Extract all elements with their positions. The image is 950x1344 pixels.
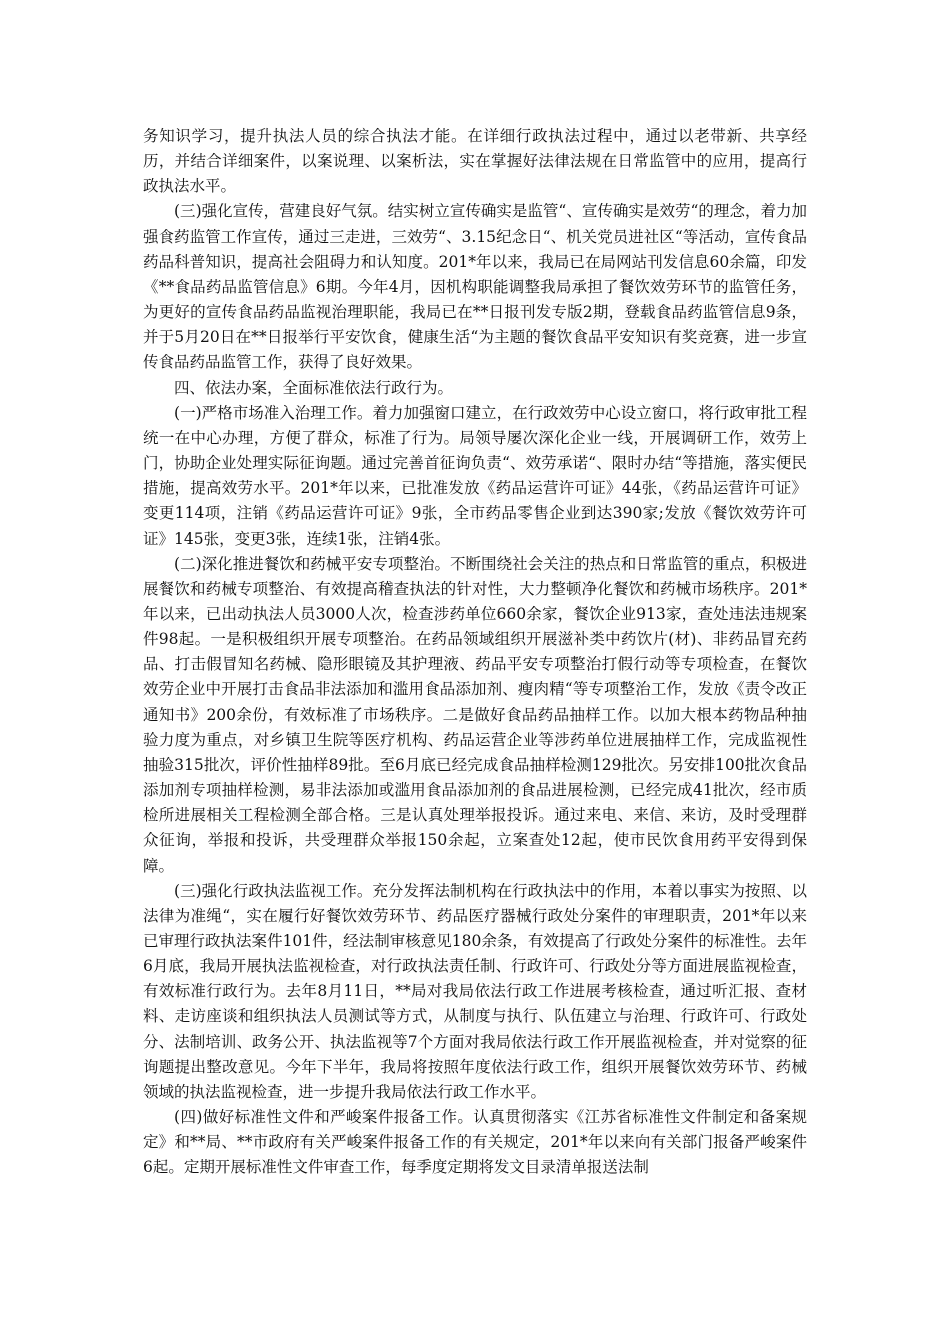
paragraph-publicity: (三)强化宣传，营建良好气氛。结实树立宣传确实是监管“、宣传确实是效劳“的理念，着力加强食药监管工作宣传，通过三走进，三效劳“、3.15纪念日“、机关党员进社区“等活动，宣传食品药品科普知识，提高社会阻碍力和认知度。201*年以来，我局已在局网站刊发信息60余篇，印发《**食品药品监管信息》6期。今年4月，因机构职能调整我局承担了餐饮效劳环节的监管任务，为更好的宣传食品药品监视治理职能，我局已在**日报刊发专版2期，登载食品药监管信息9条，并于5月20日在**日报举行平安饮食，健康生活“为主题的餐饮食品平安知识有奖竞赛，进一步宣传食品药品监管工作，获得了良好效果。 [143,202,807,372]
paragraph-document-filing: (四)做好标准性文件和严峻案件报备工作。认真贯彻落实《江苏省标准性文件制定和备案规定》和**局、**市政府有关严峻案件报备工作的有关规定，201*年以来向有关部门报备严峻案件6起。定期开展标准性文件审查工作，每季度定期将发文目录清单报送法制 [143,1108,807,1177]
section-heading-law-enforcement: 四、依法办案，全面标准依法行政行为。 [174,378,454,397]
paragraph-training-continued: 务知识学习，提升执法人员的综合执法才能。在详细行政执法过程中，通过以老带新、共享经历，并结合详细案件，以案说理、以案析法，实在掌握好法律法规在日常监管中的应用，提高行政执法水平。 [143,127,807,196]
paragraph-market-access: (一)严格市场准入治理工作。着力加强窗口建立，在行政效劳中心设立窗口，将行政审批工程统一在中心办理，方便了群众，标准了行为。局领导屡次深化企业一线，开展调研工作，效劳上门，协助企业处理实际征询题。通过完善首征询负责“、效劳承诺“、限时办结“等措施，落实便民措施，提高效劳水平。201*年以来，已批准发放《药品运营许可证》44张，《药品运营许可证》变更114项，注销《药品运营许可证》9张，全市药品零售企业到达390家;发放《餐饮效劳许可证》145张，变更3张，连续1张，注销4张。 [143,403,807,548]
paragraph-special-rectification: (二)深化推进餐饮和药械平安专项整治。不断围绕社会关注的热点和日常监管的重点，积极进展餐饮和药械专项整治、有效提高稽查执法的针对性，大力整顿净化餐饮和药械市场秩序。201*年以来，已出动执法人员3000人次，检查涉药单位660余家，餐饮企业913家，查处违法违规案件98起。一是积极组织开展专项整治。在药品领域组织开展滋补类中药饮片(材)、非药品冒充药品、打击假冒知名药械、隐形眼镜及其护理液、药品平安专项整治打假行动等专项检查，在餐饮效劳企业中开展打击食品非法添加和滥用食品添加剂、瘦肉精“等专项整治工作，发放《责令改正通知书》200余份，有效标准了市场秩序。二是做好食品药品抽样工作。以加大根本药物品种抽验力度为重点，对乡镇卫生院等医疗机构、药品运营企业等涉药单位进展抽样工作，完成监视性抽验315批次，评价性抽样89批。至6月底已经完成食品抽样检测129批次。另安排100批次食品添加剂专项抽样检测，易非法添加或滥用食品添加剂的食品进展检测，已经完成41批次，经市质检所进展相关工程检测全部合格。三是认真处理举报投诉。通过来电、来信、来访，及时受理群众征询，举报和投诉，共受理群众举报150余起，立案查处12起，使市民饮食用药平安得到保障。 [143,554,807,875]
paragraph-enforcement-supervision: (三)强化行政执法监视工作。充分发挥法制机构在行政执法中的作用，本着以事实为按照、以法律为准绳“，实在履行好餐饮效劳环节、药品医疗器械行政处分案件的审理职责，201*年以来已审理行政执法案件101件，经法制审核意见180余条，有效提高了行政处分案件的标准性。去年6月底，我局开展执法监视检查，对行政执法责任制、行政许可、行政处分等方面进展监视检查，有效标准行政行为。去年8月11日，**局对我局依法行政工作进展考核检查，通过听汇报、查材料、走访座谈和组织执法人员测试等方式，从制度与执行、队伍建立与治理、行政许可、行政处分、法制培训、政务公开、执法监视等7个方面对我局依法行政工作开展监视检查，并对觉察的征询题提出整改意见。今年下半年，我局将按照年度依法行政工作，组织开展餐饮效劳环节、药械领域的执法监视检查，进一步提升我局依法行政工作水平。 [143,881,807,1101]
document-body [143,124,807,1181]
